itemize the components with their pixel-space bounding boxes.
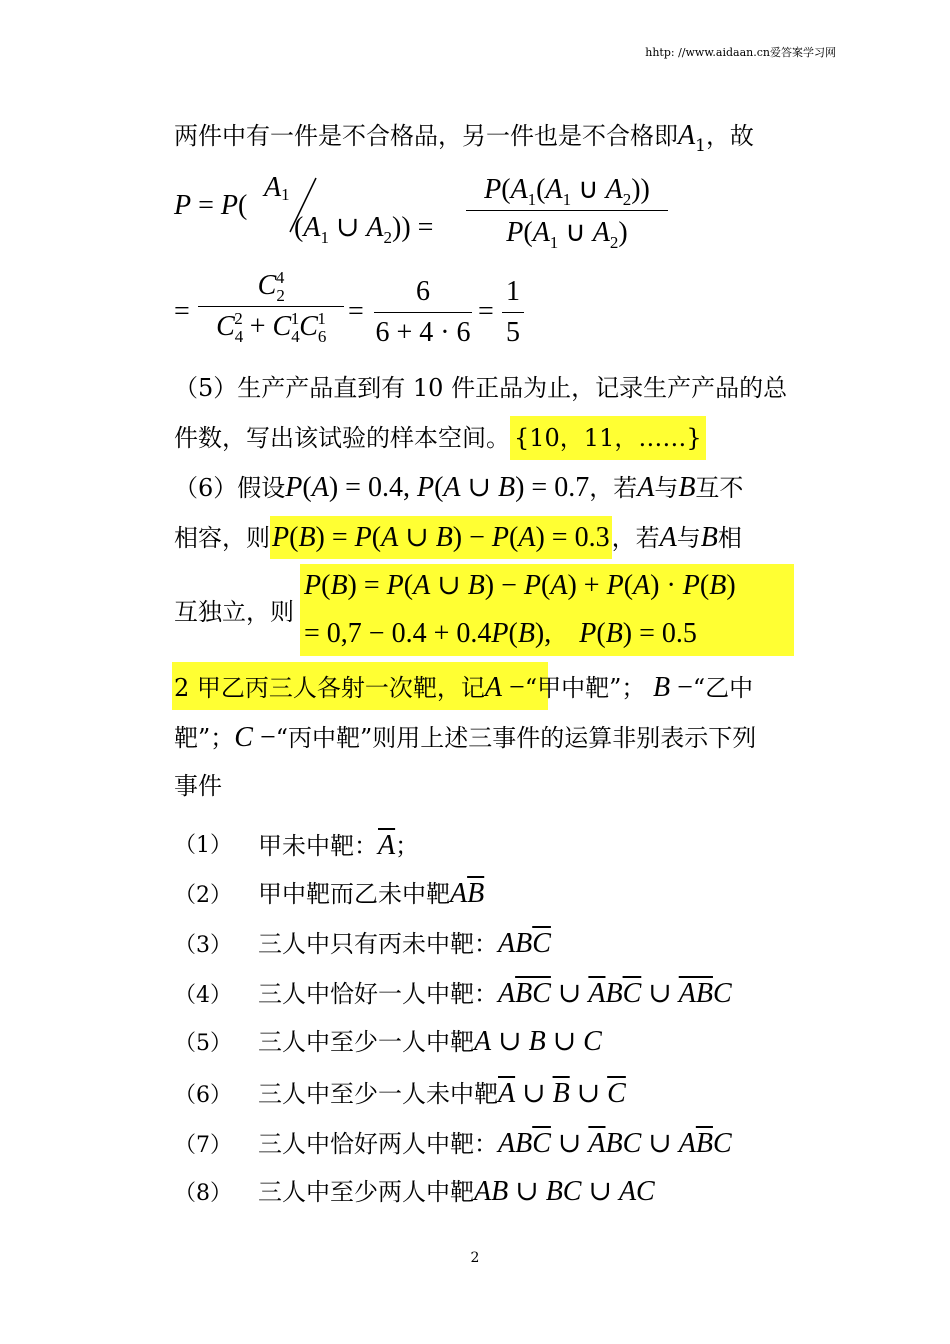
- list-item: 三人中恰好两人中靶：$AB\overline{C}$ ∪ $\overline{A}BC$ ∪ $A\overline{B}C$: [258, 1128, 732, 1159]
- item-label: （5）: [174, 1031, 232, 1056]
- q2-line-2: 靶”；C −“丙中靶”则用上述三事件的运算非别表示下列: [174, 722, 757, 753]
- item-label: （7）: [174, 1133, 232, 1158]
- q5-line-1: （5）生产产品直到有 10 件正品为止，记录生产产品的总: [174, 374, 788, 402]
- list-item: 三人中至少两人中靶AB ∪ BC ∪ AC: [258, 1176, 655, 1207]
- item-label: （6）: [174, 1083, 232, 1108]
- q6-independent-formula-1: P(B) = P(A ∪ B) − P(A) + P(A) · P(B): [304, 570, 736, 601]
- q6-line-2: 相容，则P(B) = P(A ∪ B) − P(A) = 0.3，若A与B相: [174, 524, 742, 552]
- page-header-url: hhtp: //www.aidaan.cn爱答案学习网: [645, 46, 836, 59]
- page-number: 2: [470, 1250, 480, 1266]
- list-item: 甲未中靶：$\overline{A}$；: [258, 830, 420, 861]
- item-label: （8）: [174, 1181, 232, 1206]
- q6-line-3-label: 互独立，则: [174, 598, 294, 626]
- item-label: （1）: [174, 833, 232, 858]
- line1-tail: ，故: [705, 122, 754, 150]
- list-item: 甲中靶而乙未中靶$A\overline{B}$: [258, 878, 485, 909]
- text-line-1: 两件中有一件是不合格品，另一件也是不合格即$A_1$，故: [174, 120, 754, 156]
- q2-line-3: 事件: [174, 772, 222, 800]
- q5-answer-highlight: {10，11，……}: [510, 416, 706, 460]
- list-item: 三人中至少一人中靶A ∪ B ∪ C: [258, 1026, 602, 1057]
- line1-text: 两件中有一件是不合格品，另一件也是不合格即: [174, 122, 678, 150]
- item-label: （3）: [174, 933, 232, 958]
- q6-disjoint-answer-highlight: P(B) = P(A ∪ B) − P(A) = 0.3: [270, 516, 612, 559]
- q6-independent-formula-2: = 0,7 − 0.4 + 0.4P(B), P(B) = 0.5: [304, 618, 697, 649]
- q2-line-1: 2 甲乙丙三人各射一次靶，记A −“甲中靶”； B −“乙中: [174, 672, 754, 703]
- list-item: 三人中恰好一人中靶：$A\overline{BC}$ ∪ $\overline{A}B\overline{C}$ ∪ $\overline{AB}C$: [258, 978, 732, 1009]
- item-label: （4）: [174, 983, 232, 1008]
- item-label: （2）: [174, 883, 232, 908]
- q6-line-1: （6）假设P(A) = 0.4, P(A ∪ B) = 0.7，若A与B互不: [174, 472, 744, 503]
- list-item: 三人中只有丙未中靶：$AB\overline{C}$: [258, 928, 551, 959]
- q5-line-2: [174, 426, 706, 450]
- list-item: 三人中至少一人未中靶$\overline{A}$ ∪ $\overline{B}$ ∪ $\overline{C}$: [258, 1078, 626, 1109]
- q5-text: 件数，写出该试验的样本空间。: [174, 424, 510, 452]
